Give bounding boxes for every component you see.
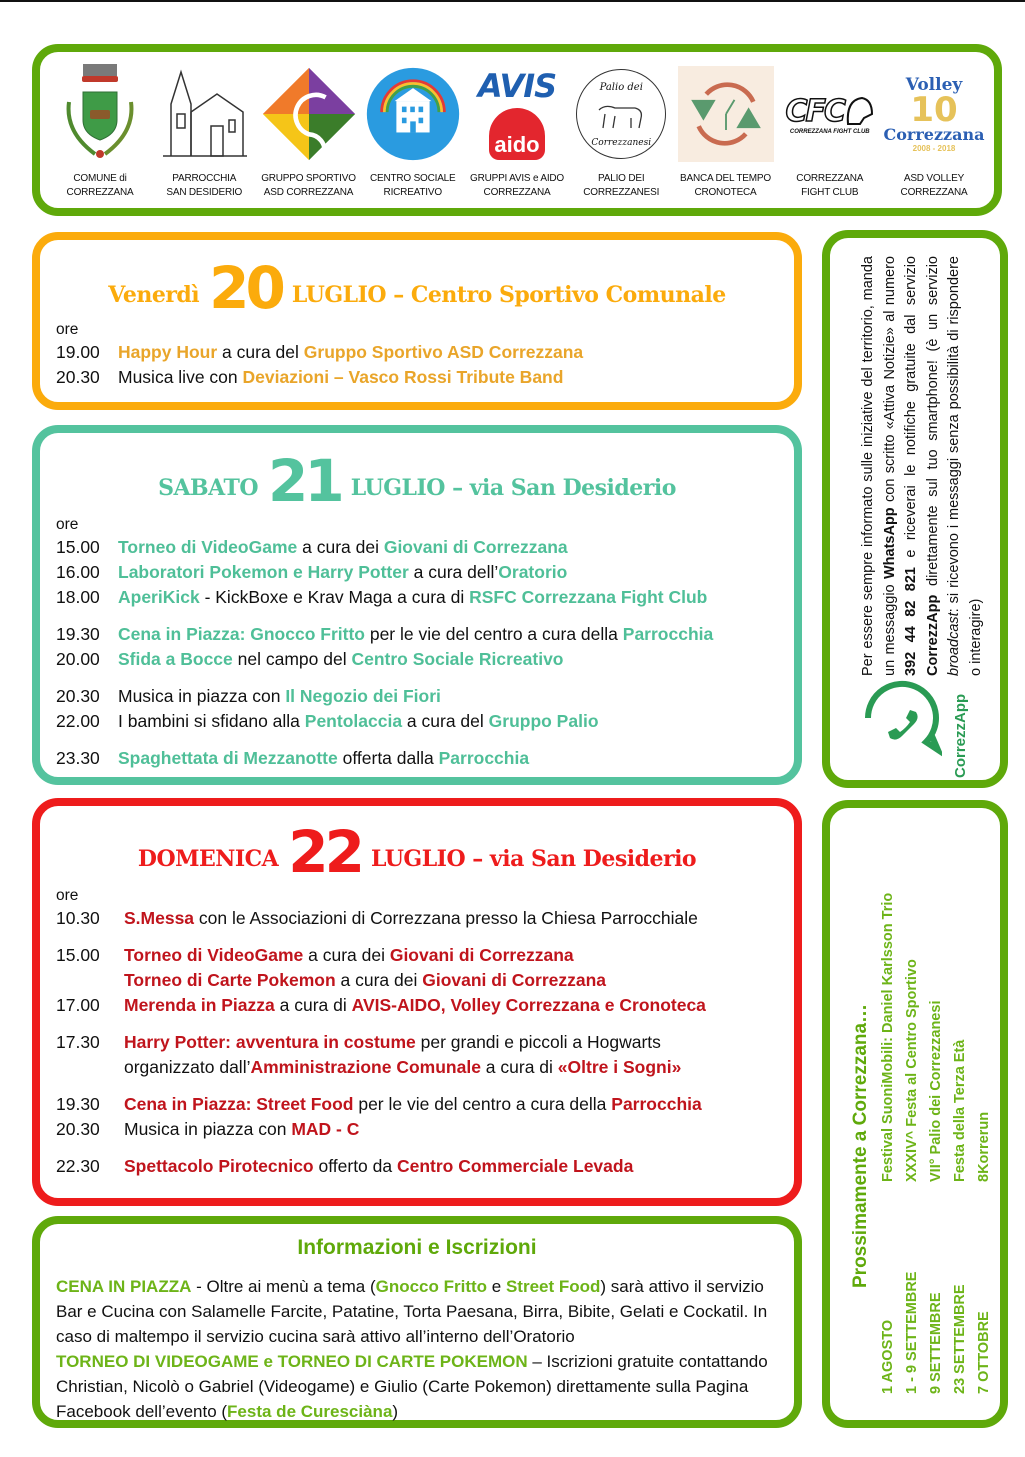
row-gap xyxy=(56,1142,784,1154)
ore-label: ore xyxy=(56,887,79,904)
church-drawing-icon xyxy=(156,62,252,166)
upcoming-date: 1 - 9 SETTEMBRE xyxy=(904,1271,920,1394)
row-gap xyxy=(56,734,784,746)
logo-avis-aido: AVIS aido GRUPPI AVIS e AIDO CORREZZANA xyxy=(467,62,567,200)
day-heading xyxy=(40,447,794,515)
upcoming-date: 9 SETTEMBRE xyxy=(928,1292,944,1394)
plain-text: Musica in piazza con xyxy=(124,1119,292,1139)
plain-text: Musica in piazza con xyxy=(118,686,286,706)
highlight-text: Laboratori Pokemon e Harry Potter xyxy=(118,562,409,582)
upcoming-event: Festa della Terza Età xyxy=(952,1039,968,1182)
row-gap xyxy=(56,1018,784,1030)
upcoming-date: 1 AGOSTO xyxy=(880,1319,896,1394)
plain-text: direttamente sul tuo smartphone! (è un servizio xyxy=(924,256,941,595)
ore-label: ore xyxy=(56,516,79,533)
highlight-text: Torneo di Carte Pokemon xyxy=(124,970,336,990)
upcoming-event: VII° Palio dei Correzzanesi xyxy=(928,1000,944,1182)
event-description xyxy=(118,746,784,771)
event-time xyxy=(56,1055,124,1080)
plain-text: a cura di xyxy=(480,1057,558,1077)
event-description xyxy=(118,560,784,585)
highlight-text: Giovani di Correzzana xyxy=(389,945,574,965)
schedule-row xyxy=(56,622,784,647)
logo-centro-sociale: CENTRO SOCIALE RICREATIVO xyxy=(363,62,463,200)
plain-text: offerto da xyxy=(313,1156,397,1176)
event-time: 22.00 xyxy=(56,711,100,731)
weekday: Venerdì xyxy=(108,282,200,308)
ore-label: ore xyxy=(56,321,79,338)
plain-text: I bambini si sfidano alla xyxy=(118,711,305,731)
event-time: 22.30 xyxy=(56,1156,100,1176)
upcoming-date: 7 OTTOBRE xyxy=(976,1311,992,1394)
plain-text: per grandi e piccoli a Hogwarts xyxy=(415,1032,661,1052)
upcoming-date: 23 SETTEMBRE xyxy=(952,1284,968,1394)
highlight-text: Pentolaccia xyxy=(304,711,403,731)
schedule xyxy=(56,320,784,390)
event-description xyxy=(124,906,784,931)
event-time: 10.30 xyxy=(56,908,100,928)
schedule-row xyxy=(56,684,784,709)
highlight-text: S.Messa xyxy=(124,908,195,928)
logo-parrocchia: PARROCCHIA SAN DESIDERIO xyxy=(154,62,254,200)
plain-text: ) xyxy=(392,1402,399,1421)
highlight-text: Torneo di VideoGame xyxy=(118,537,298,557)
event-time: 23.30 xyxy=(56,748,100,768)
highlight-text: Parrocchia xyxy=(622,624,714,644)
highlight-text: Amministrazione Comunale xyxy=(250,1057,481,1077)
highlight-text: Deviazioni – Vasco Rossi Tribute Band xyxy=(242,367,564,387)
top-rule xyxy=(0,0,1025,2)
info-title: Informazioni e Iscrizioni xyxy=(297,1236,537,1259)
event-time: 20.30 xyxy=(56,367,100,387)
fight-club-logo-icon: CFC CORREZZANA FIGHT CLUB xyxy=(782,62,878,166)
event-description xyxy=(118,684,784,709)
plain-text: - Oltre ai menù a tema ( xyxy=(191,1277,376,1296)
day-panel-saturday xyxy=(32,425,802,785)
plain-text: a cura dei xyxy=(335,970,423,990)
schedule-row xyxy=(56,993,784,1018)
logo-volley: Volley 10 Correzzana 2008 - 2018 ASD VOLLEY CORREZZANA xyxy=(884,62,984,200)
event-description xyxy=(118,585,784,610)
gs-diamond-logo-icon xyxy=(261,62,357,166)
highlight-text: RSFC Correzzana Fight Club xyxy=(469,587,708,607)
highlight-text: TORNEO DI VIDEOGAME e TORNEO DI CARTE POKEMON xyxy=(56,1352,528,1371)
weekday: SABATO xyxy=(158,475,259,501)
plain-text: nel campo del xyxy=(232,649,352,669)
info-panel xyxy=(32,1216,802,1428)
row-gap xyxy=(56,931,784,943)
schedule-row xyxy=(56,1092,784,1117)
highlight-text: Gruppo Sportivo ASD Correzzana xyxy=(303,342,584,362)
event-time: 18.00 xyxy=(56,587,100,607)
correzzapp-label: CorrezzApp xyxy=(952,693,969,778)
plain-text: e xyxy=(487,1277,506,1296)
event-description xyxy=(118,709,784,734)
event-time: 19.30 xyxy=(56,1094,100,1114)
schedule xyxy=(56,515,784,771)
logo-comune: COMUNE di CORREZZANA xyxy=(50,62,150,200)
schedule-row xyxy=(56,647,784,672)
day-panel-friday xyxy=(32,232,802,410)
event-time: 19.00 xyxy=(56,342,100,362)
event-description xyxy=(124,1030,784,1055)
event-time: 20.00 xyxy=(56,649,100,669)
highlight-text: Gnocco Fritto xyxy=(375,1277,488,1296)
plain-text: offerta dalla xyxy=(337,748,439,768)
upcoming-title: Prossimamente a Correzzana… xyxy=(850,1003,871,1288)
bold-text: 392 44 82 821 xyxy=(903,567,919,676)
italic-text: broadcast xyxy=(946,612,962,676)
schedule-row xyxy=(56,340,784,365)
event-time: 17.00 xyxy=(56,995,100,1015)
plain-text: a cura dei xyxy=(297,537,384,557)
highlight-text: Spettacolo Pirotecnico xyxy=(124,1156,314,1176)
plain-text: Per essere sempre informato sulle iniziative del territorio, manda un messaggio xyxy=(860,256,898,676)
event-description xyxy=(124,993,784,1018)
plain-text: – Iscrizioni gratuite contattando Christian, Nicolò o Gabriel (Videogame) e Giulio (Carte Pokemon) direttamente sulla Pagina Facebook dell’evento ( xyxy=(56,1352,768,1421)
row-gap xyxy=(56,1080,784,1092)
event-time: 20.30 xyxy=(56,686,100,706)
highlight-text: Centro Commerciale Levada xyxy=(396,1156,634,1176)
month-location: LUGLIO – Centro Sportivo Comunale xyxy=(291,282,726,308)
highlight-text: Parrocchia xyxy=(611,1094,702,1114)
highlight-text: Giovani di Correzzana xyxy=(383,537,568,557)
schedule-row xyxy=(56,535,784,560)
palio-logo-icon: Palio dei Correzzanesi xyxy=(573,62,669,166)
upcoming-event: 8Korrerun xyxy=(976,1111,992,1182)
schedule-row xyxy=(56,560,784,585)
info-body xyxy=(56,1274,782,1424)
event-description xyxy=(124,968,784,993)
plain-text: a cura del xyxy=(402,711,489,731)
schedule-row xyxy=(56,746,784,771)
highlight-text: Festa de Curesciàna xyxy=(227,1402,393,1421)
highlight-text: Torneo di VideoGame xyxy=(124,945,304,965)
plain-text: per le vie del centro a cura della xyxy=(353,1094,612,1114)
event-description xyxy=(124,1154,784,1179)
event-time: 15.00 xyxy=(56,945,100,965)
plain-text: - KickBoxe e Krav Maga a cura di xyxy=(199,587,470,607)
schedule-row xyxy=(56,906,784,931)
upcoming-item xyxy=(904,959,920,1394)
weekday: DOMENICA xyxy=(137,846,279,872)
plain-text: a cura di xyxy=(274,995,352,1015)
highlight-text: AperiKick xyxy=(118,587,200,607)
schedule-row xyxy=(56,968,784,993)
upcoming-event: Festival SuoniMobili: Daniel Karlsson Trio xyxy=(880,892,896,1182)
event-description xyxy=(124,1055,784,1080)
day-number: 20 xyxy=(209,254,282,322)
schedule-row xyxy=(56,365,784,390)
highlight-text: Cena in Piazza: Street Food xyxy=(124,1094,354,1114)
schedule-row xyxy=(56,585,784,610)
schedule-row xyxy=(56,1154,784,1179)
month-location: LUGLIO – via San Desiderio xyxy=(350,475,676,501)
upcoming-item xyxy=(880,893,896,1394)
event-description xyxy=(124,1117,784,1142)
highlight-text: Il Negozio dei Fiori xyxy=(285,686,441,706)
event-time: 15.00 xyxy=(56,537,100,557)
logo-cronoteca: BANCA DEL TEMPO CRONOTECA xyxy=(676,62,776,200)
volley-logo-icon: Volley 10 Correzzana 2008 - 2018 xyxy=(883,74,985,153)
logo-fight-club: CFC CORREZZANA FIGHT CLUB CORREZZANA FIGHT CLUB xyxy=(780,62,880,200)
month-location: LUGLIO – via San Desiderio xyxy=(370,846,697,872)
logo-palio: Palio dei Correzzanesi PALIO DEI CORREZZANESI xyxy=(571,62,671,200)
highlight-text: Street Food xyxy=(505,1277,601,1296)
plain-text: : si ricevono i messaggi senza possibilità di rispondere o interagire) xyxy=(946,256,984,676)
cronoteca-logo-icon xyxy=(678,62,774,166)
sponsor-logos-panel xyxy=(32,44,1002,216)
highlight-text: Cena in Piazza: Gnocco Fritto xyxy=(118,624,365,644)
highlight-text: AVIS-AIDO, Volley Correzzana e Cronoteca xyxy=(351,995,706,1015)
highlight-text: Sfida a Bocce xyxy=(118,649,233,669)
bold-text: WhatsApp xyxy=(881,507,898,580)
highlight-text: Centro Sociale Ricreativo xyxy=(351,649,564,669)
day-heading xyxy=(40,818,794,886)
day-number: 22 xyxy=(288,818,361,886)
comune-coat-of-arms-icon xyxy=(52,62,148,166)
event-time: 20.30 xyxy=(56,1119,100,1139)
row-gap xyxy=(56,672,784,684)
upcoming-item xyxy=(976,1112,992,1394)
schedule-row xyxy=(56,943,784,968)
plain-text: ) sarà attivo il servizio Bar e Cucina con Salamelle Farcite, Patatine, Torta Paesana, Birra, Bibite, Gelati e Cockatil. In caso di maltempo il servizio cucina sarà attivo all’interno dell’Oratorio xyxy=(56,1277,768,1346)
plain-text: con scritto «Attiva Notizie» al numero xyxy=(881,256,898,508)
plain-text: a cura del xyxy=(217,342,304,362)
schedule-row xyxy=(56,709,784,734)
logo-gruppo-sportivo: GRUPPO SPORTIVO ASD CORREZZANA xyxy=(259,62,359,200)
whatsapp-icon xyxy=(862,678,942,760)
info-paragraph xyxy=(56,1349,782,1424)
upcoming-item xyxy=(928,1001,944,1394)
schedule-row xyxy=(56,1055,784,1080)
avis-aido-logo-icon: AVIS aido xyxy=(469,62,565,166)
upcoming-event: XXXIV^ Festa al Centro Sportivo xyxy=(904,959,920,1182)
event-time xyxy=(56,968,124,993)
event-time: 17.30 xyxy=(56,1032,100,1052)
event-time: 16.00 xyxy=(56,562,100,582)
highlight-text: CENA IN PIAZZA xyxy=(56,1277,192,1296)
highlight-text: Giovani di Correzzana xyxy=(422,970,607,990)
plain-text: per le vie del centro a cura della xyxy=(364,624,623,644)
event-description xyxy=(124,1092,784,1117)
event-time: 19.30 xyxy=(56,624,100,644)
plain-text: con le Associazioni di Correzzana presso la Chiesa Parrocchiale xyxy=(194,908,698,928)
event-description xyxy=(118,365,784,390)
day-heading xyxy=(40,254,794,322)
highlight-text: «Oltre i Sogni» xyxy=(557,1057,682,1077)
highlight-text: Spaghettata di Mezzanotte xyxy=(118,748,338,768)
plain-text: a cura dell’ xyxy=(408,562,499,582)
highlight-text: Parrocchia xyxy=(438,748,530,768)
event-description xyxy=(118,622,784,647)
upcoming-item xyxy=(952,1040,968,1394)
centro-sociale-logo-icon xyxy=(365,62,461,166)
highlight-text: MAD - C xyxy=(291,1119,360,1139)
plain-text: organizzato dall’ xyxy=(124,1057,251,1077)
plain-text: e riceverai le notifiche gratuite dal servizio xyxy=(903,256,919,568)
row-gap xyxy=(56,610,784,622)
whatsapp-instructions xyxy=(858,256,987,676)
upcoming-events-panel xyxy=(822,800,1008,1428)
event-description xyxy=(118,647,784,672)
plain-text: a cura dei xyxy=(303,945,390,965)
bold-text: CorrezzApp xyxy=(924,594,941,676)
highlight-text: Harry Potter: avventura in costume xyxy=(124,1032,416,1052)
aido-badge: aido xyxy=(489,108,545,160)
info-paragraph xyxy=(56,1274,782,1349)
schedule-row xyxy=(56,1117,784,1142)
event-description xyxy=(118,340,784,365)
highlight-text: Merenda in Piazza xyxy=(124,995,275,1015)
day-panel-sunday xyxy=(32,798,802,1206)
highlight-text: Oratorio xyxy=(498,562,568,582)
whatsapp-panel xyxy=(822,230,1008,788)
highlight-text: Happy Hour xyxy=(118,342,218,362)
event-description xyxy=(118,535,784,560)
highlight-text: Gruppo Palio xyxy=(488,711,599,731)
schedule-row xyxy=(56,1030,784,1055)
event-description xyxy=(124,943,784,968)
day-number: 21 xyxy=(268,447,341,515)
schedule xyxy=(56,886,784,1179)
plain-text: Musica live con xyxy=(118,367,243,387)
